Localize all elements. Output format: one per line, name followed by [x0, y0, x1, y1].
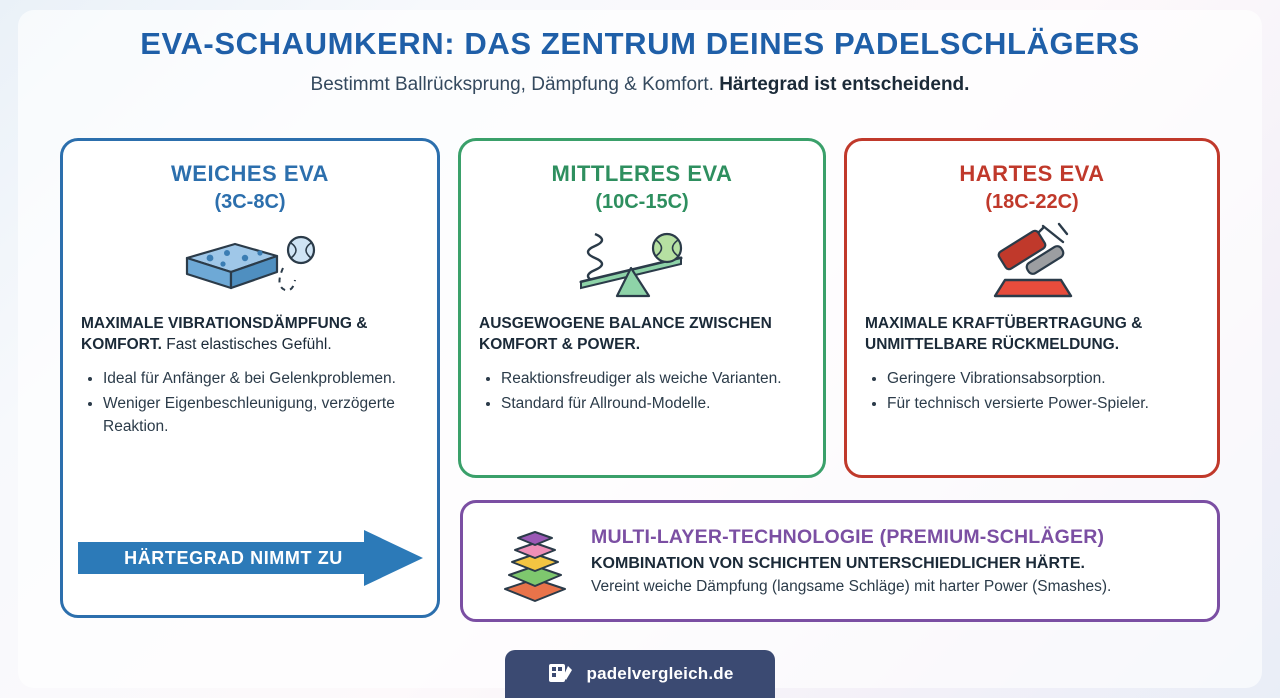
card-bullets — [479, 368, 805, 416]
multilayer-technology-box — [460, 500, 1220, 622]
card-lead-bold: MAXIMALE KRAFTÜBERTRAGUNG & UNMITTELBARE RÜCKMELDUNG. — [865, 315, 1143, 353]
card-lead — [865, 314, 1199, 356]
header — [0, 26, 1280, 96]
multilayer-subheading: KOMBINATION VON SCHICHTEN UNTERSCHIEDLICHER HÄRTE. — [591, 555, 1085, 572]
card-hardness-range: (18C-22C) — [985, 191, 1079, 213]
hammer-icon — [865, 220, 1199, 304]
layered-stack-icon — [479, 513, 591, 609]
card-lead-bold: AUSGEWOGENE BALANCE ZWISCHEN KOMFORT & POWER. — [479, 315, 772, 353]
sponge-icon — [81, 220, 419, 304]
footer-site-name: padelvergleich.de — [586, 664, 734, 683]
card-lead — [479, 314, 805, 356]
card-bullets — [81, 368, 419, 438]
card-lead-regular: Fast elastisches Gefühl. — [161, 335, 332, 353]
list-item: • Geringere Vibrationsabsorption. — [887, 368, 1199, 390]
subtitle-bold: Härtegrad ist entscheidend. — [719, 74, 970, 95]
card-lead-bold: MAXIMALE VIBRATIONSDÄMPFUNG & KOMFORT. — [81, 315, 368, 353]
card-bullets — [865, 368, 1199, 416]
card-hardness-range: (3C-8C) — [214, 191, 286, 213]
list-item: • Weniger Eigenbeschleunigung, verzögerte Reaktion. — [103, 393, 419, 438]
card-title: WEICHES EVA — [171, 161, 329, 186]
arrow-label: HÄRTEGRAD NIMMT ZU — [124, 547, 343, 568]
list-item: • Standard für Allround-Modelle. — [501, 393, 805, 415]
page-title: EVA-SCHAUMKERN: DAS ZENTRUM DEINES PADELSCHLÄGERS — [140, 26, 1140, 61]
card-title: MITTLERES EVA — [551, 161, 733, 186]
card-title: HARTES EVA — [959, 161, 1105, 186]
multilayer-heading: MULTI-LAYER-TECHNOLOGIE (PREMIUM-SCHLÄGER) — [591, 526, 1105, 548]
page-subtitle — [0, 74, 1280, 96]
card-lead — [81, 314, 419, 356]
balance-scale-icon — [479, 220, 805, 304]
subtitle-plain: Bestimmt Ballrücksprung, Dämpfung & Komfort. — [310, 74, 720, 95]
hardness-increase-arrow — [78, 530, 423, 586]
footer-badge[interactable] — [505, 650, 775, 698]
padel-logo-icon — [546, 660, 576, 688]
card-hartes-eva — [844, 138, 1220, 478]
card-mittleres-eva — [458, 138, 826, 478]
list-item: • Ideal für Anfänger & bei Gelenkproblemen. — [103, 368, 419, 390]
card-hardness-range: (10C-15C) — [595, 191, 689, 213]
multilayer-paragraph: Vereint weiche Dämpfung (langsame Schläge) mit harter Power (Smashes). — [591, 578, 1112, 595]
list-item: • Reaktionsfreudiger als weiche Varianten. — [501, 368, 805, 390]
list-item: • Für technisch versierte Power-Spieler. — [887, 393, 1199, 415]
multilayer-text — [591, 526, 1201, 596]
